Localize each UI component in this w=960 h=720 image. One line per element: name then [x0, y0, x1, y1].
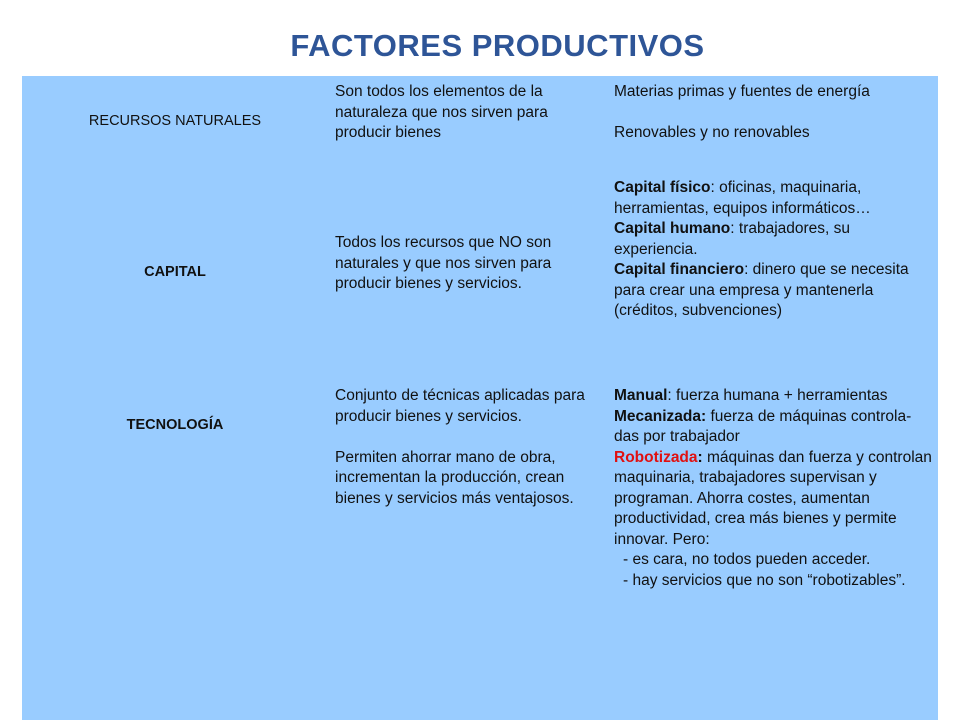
definition-text: Permiten ahorrar mano de obra, incrementan la producción, crean bienes y servicios más ventajosos. — [335, 448, 574, 507]
details-technology — [614, 386, 934, 591]
definition-natural-resources — [335, 82, 600, 144]
slide-title: FACTORES PRODUCTIVOS — [290, 28, 705, 63]
detail-item: Renovables y no renovables — [614, 124, 810, 141]
definition-text: Todos los recursos que NO son naturales y que nos sirven para producir bienes y servicios. — [335, 234, 552, 292]
factor-label-natural-resources: RECURSOS NATURALES — [88, 113, 262, 129]
detail-item: - es cara, no todos pueden acceder. — [623, 551, 871, 568]
definition-text: Conjunto de técnicas aplicadas para producir bienes y servicios. — [335, 387, 585, 425]
detail-item: Capital financiero: dinero que se necesita para crear una empresa y mantenerla (créditos, subvenciones) — [614, 261, 909, 319]
detail-item: - hay servicios que no son “robotizables”. — [623, 571, 906, 589]
details-natural-resources — [614, 82, 934, 144]
factor-label-technology: TECNOLOGÍA — [126, 417, 224, 433]
definition-text: Son todos los elementos de la naturaleza que nos sirven para producir bienes — [335, 83, 548, 141]
detail-item: Capital humano: trabajadores, su experiencia. — [614, 220, 851, 258]
detail-item: Robotizada: máquinas dan fuerza y controlan maquinaria, trabajadores supervisan y programan. Ahorra costes, aumentan productividad, crea más bienes y permite innovar. Pero: — [614, 448, 932, 548]
factors-table — [22, 76, 938, 720]
factor-label-capital: CAPITAL — [144, 264, 206, 280]
detail-item: Mecanizada: fuerza de máquinas controla-das por trabajador — [614, 407, 912, 445]
definition-capital — [335, 233, 600, 295]
detail-item: Capital físico: oficinas, maquinaria, herramientas, equipos informáticos… — [614, 179, 871, 217]
detail-item: Manual: fuerza humana + herramientas — [614, 387, 888, 404]
detail-item: Materias primas y fuentes de energía — [614, 83, 870, 100]
definition-technology — [335, 386, 605, 509]
details-capital — [614, 178, 934, 322]
